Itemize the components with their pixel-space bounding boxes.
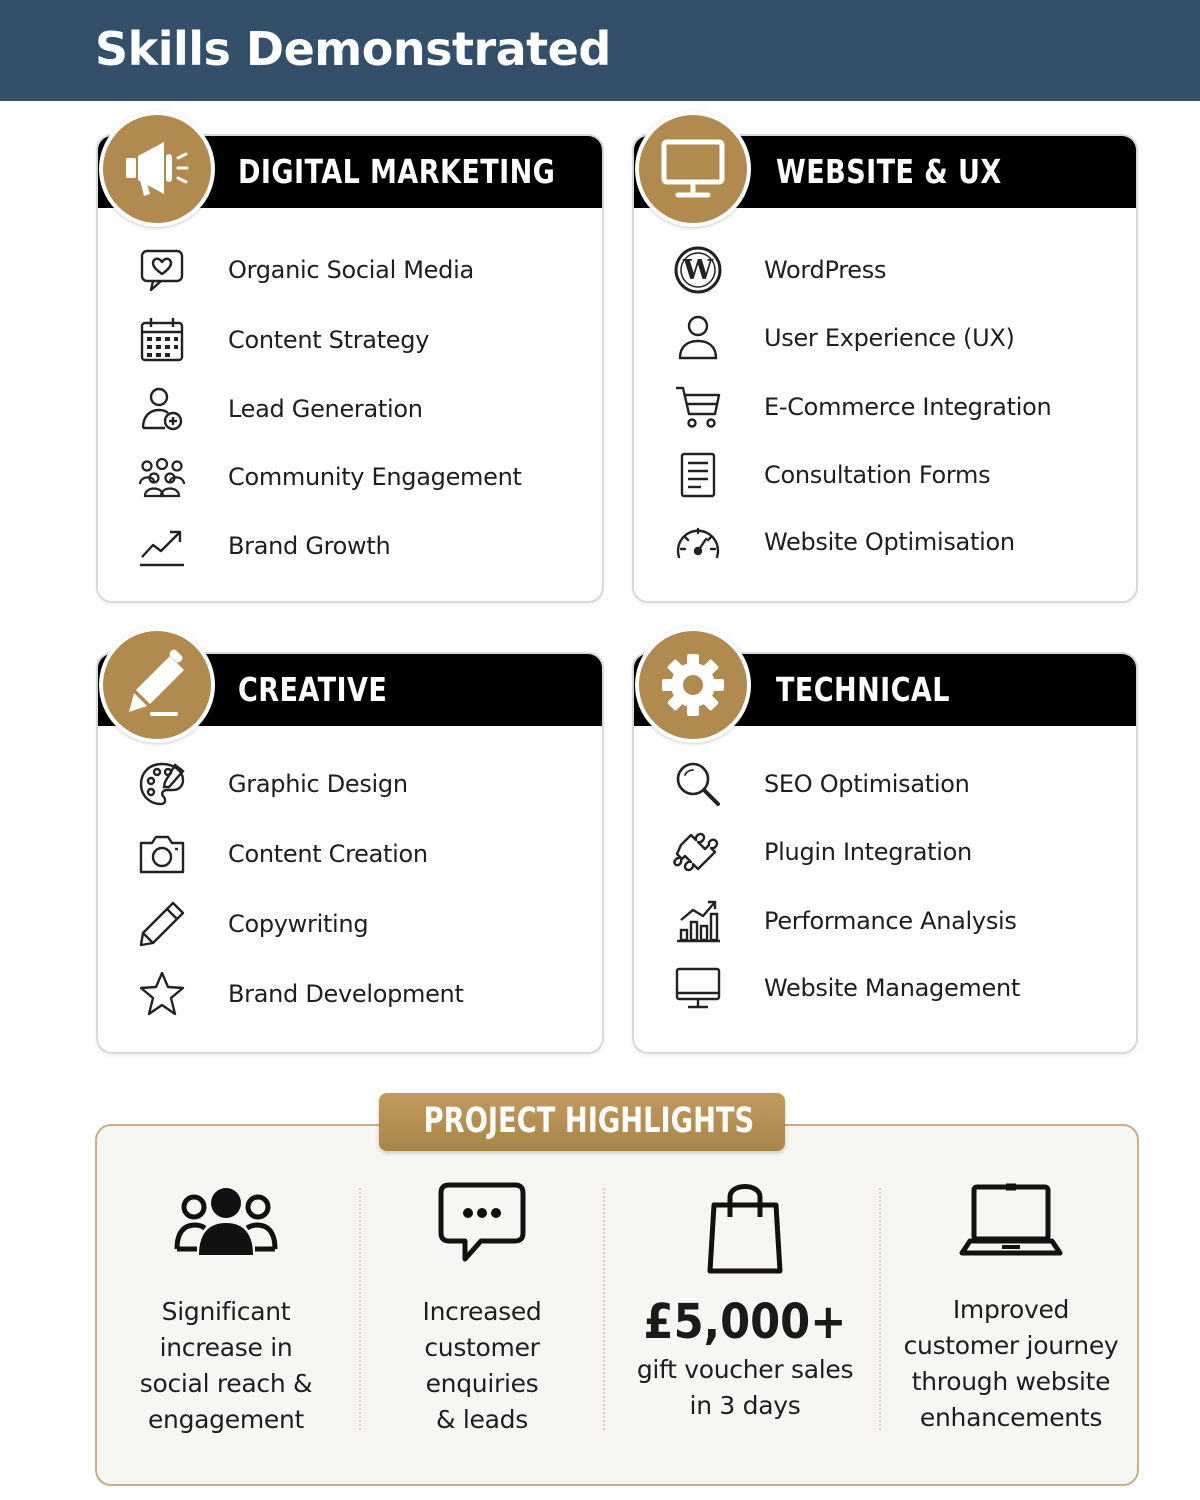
highlight-line: customer journey: [903, 1331, 1119, 1360]
divider: [603, 1188, 605, 1430]
trend-up-icon: [134, 518, 190, 574]
list-item: [134, 381, 423, 437]
community-icon: [134, 449, 190, 505]
laptop-icon: [894, 1170, 1128, 1280]
highlight-line: through website: [911, 1367, 1111, 1396]
list-item: [670, 379, 1052, 435]
list-item: [134, 966, 464, 1022]
highlight-line: engagement: [147, 1405, 305, 1434]
item-label: Performance Analysis: [764, 907, 1017, 935]
user-icon: [670, 310, 726, 366]
highlight-line: enquiries: [425, 1369, 539, 1398]
voucher-sales-amount: £5,000+: [643, 1294, 847, 1350]
list-item: [134, 242, 474, 298]
project-highlights-banner: [379, 1093, 785, 1151]
gear-icon: [635, 627, 751, 743]
list-item: [670, 447, 991, 503]
highlight-social-reach: [110, 1170, 342, 1450]
item-label: Organic Social Media: [228, 256, 474, 284]
item-label: Website Optimisation: [764, 528, 1015, 556]
highlight-line: Improved: [952, 1295, 1070, 1324]
chat-bubble-icon: [372, 1170, 592, 1280]
palette-icon: [134, 756, 190, 812]
highlight-line: social reach &: [139, 1369, 313, 1398]
highlight-line: increase in: [159, 1333, 293, 1362]
list-item: [670, 310, 1015, 366]
svg-text:W: W: [682, 255, 714, 286]
item-label: Lead Generation: [228, 395, 423, 423]
list-item: [670, 242, 887, 298]
list-item: [670, 960, 1020, 1016]
list-item: [670, 514, 1015, 570]
shopping-bag-icon: [616, 1170, 874, 1280]
item-label: User Experience (UX): [764, 324, 1015, 352]
item-label: Content Creation: [228, 840, 428, 868]
bar-chart-icon: [670, 893, 726, 949]
item-label: E-Commerce Integration: [764, 393, 1052, 421]
item-label: Community Engagement: [228, 463, 522, 491]
card-title: CREATIVE: [238, 670, 388, 709]
list-item: [134, 826, 428, 882]
list-item: [134, 449, 522, 505]
header-bar: [0, 0, 1200, 101]
item-label: Graphic Design: [228, 770, 408, 798]
card-title: DIGITAL MARKETING: [238, 152, 556, 191]
item-label: WordPress: [764, 256, 887, 284]
search-icon: [670, 756, 726, 812]
star-icon: [134, 966, 190, 1022]
list-item: [134, 518, 391, 574]
highlight-enquiries: [372, 1170, 592, 1450]
highlight-voucher-sales: [616, 1170, 874, 1450]
chat-heart-icon: [134, 242, 190, 298]
highlight-line: Increased: [422, 1297, 542, 1326]
speedometer-icon: [670, 514, 726, 570]
list-item: [134, 312, 430, 368]
item-label: Plugin Integration: [764, 838, 972, 866]
highlight-line: enhancements: [919, 1403, 1103, 1432]
list-item: [134, 756, 408, 812]
page-title: Skills Demonstrated: [95, 22, 611, 76]
cart-icon: [670, 379, 726, 435]
card-title: WEBSITE & UX: [776, 152, 1002, 191]
item-label: Brand Development: [228, 980, 464, 1008]
pencil-icon: [134, 896, 190, 952]
user-plus-icon: [134, 381, 190, 437]
group-icon: [110, 1170, 342, 1280]
divider: [359, 1188, 361, 1430]
puzzle-icon: [670, 824, 726, 880]
item-label: Consultation Forms: [764, 461, 991, 489]
project-highlights-title: PROJECT HIGHLIGHTS: [423, 1101, 755, 1141]
highlight-line: in 3 days: [689, 1391, 801, 1420]
megaphone-icon: [99, 111, 215, 227]
camera-icon: [134, 826, 190, 882]
highlight-line: Significant: [161, 1297, 291, 1326]
highlight-line: gift voucher sales: [636, 1355, 854, 1384]
highlight-line: customer: [424, 1333, 540, 1362]
highlight-customer-journey: [894, 1170, 1128, 1450]
list-item: [670, 824, 972, 880]
divider: [879, 1188, 881, 1430]
form-icon: [670, 447, 726, 503]
wordpress-icon: [670, 242, 726, 298]
item-label: Brand Growth: [228, 532, 391, 560]
list-item: [670, 893, 1017, 949]
monitor-icon: [635, 111, 751, 227]
pen-icon: [99, 627, 215, 743]
item-label: Website Management: [764, 974, 1020, 1002]
card-title: TECHNICAL: [776, 670, 950, 709]
item-label: SEO Optimisation: [764, 770, 970, 798]
list-item: [670, 756, 970, 812]
list-item: [134, 896, 369, 952]
desktop-icon: [670, 960, 726, 1016]
highlight-line: & leads: [436, 1405, 528, 1434]
item-label: Copywriting: [228, 910, 369, 938]
calendar-icon: [134, 312, 190, 368]
item-label: Content Strategy: [228, 326, 430, 354]
